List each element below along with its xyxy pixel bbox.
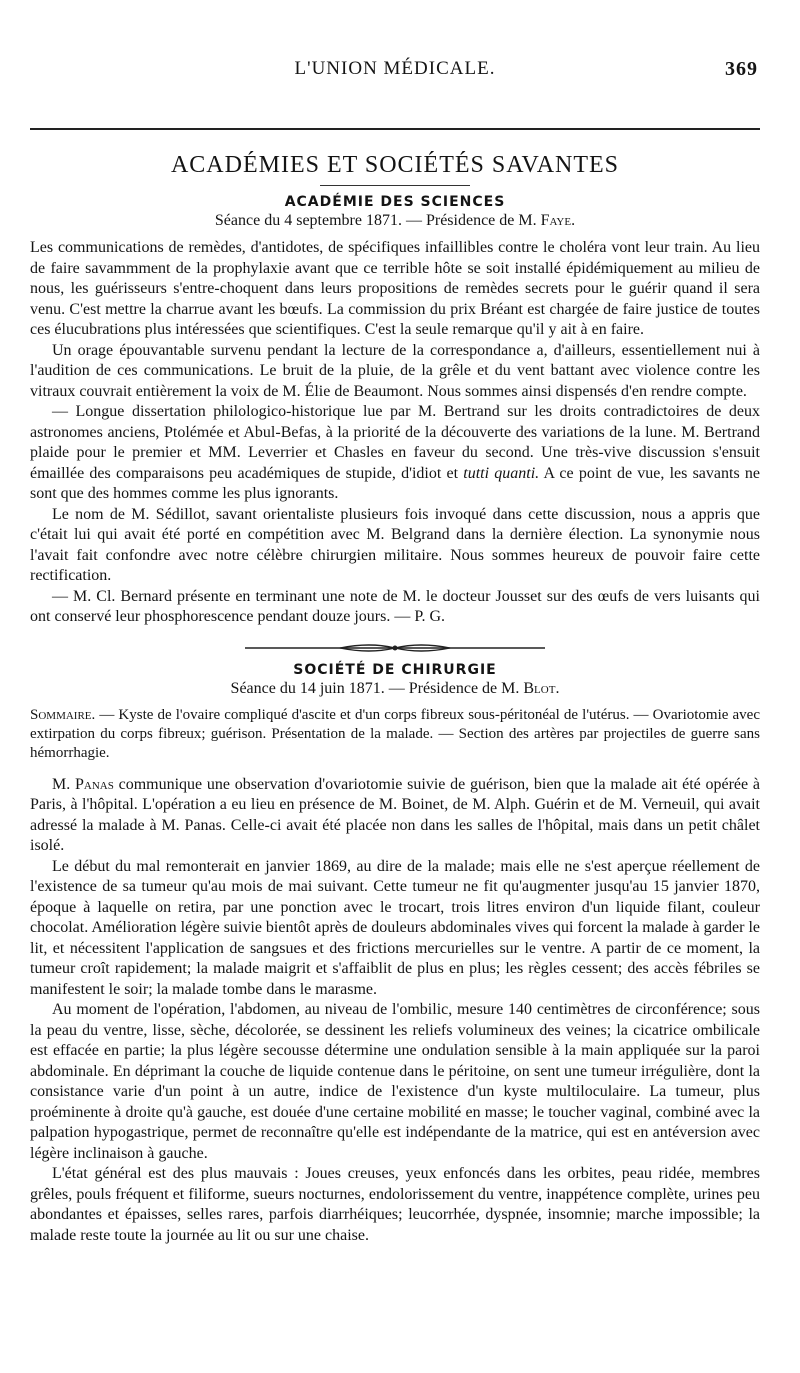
academie-paragraph-4: Le nom de M. Sédillot, savant orientaliste plusieurs fois invoqué dans cette discussion, nous a appris que c'était lui qui avait été porté en compétition avec M. Belgrand dans la dernière élection. La synonymie nous l'avait fait confondre avec notre célèbre chirurgien militaire. Nous sommes heureux de pouvoir faire cette rectification. xyxy=(30,505,760,584)
academie-paragraph-1: Les communications de remèdes, d'antidotes, de spécifiques infaillibles contre le choléra vont leur train. Au lieu de faire savammment de la prophylaxie avant que ce terrible hôte se soit installé épidémiquement au milieu de nous, les guérisseurs s'entre-choquent dans leurs propositions de remèdes secrets pour le guérir quand il sera venu. C'est mettre la charrue avant les bœufs. La commission du prix Bréant est chargée de faire justice de toutes ces élucubrations plus intéressées que scientifiques. C'est la seule remarque qu'il y ait à en faire. xyxy=(30,239,760,338)
title-rule xyxy=(320,185,470,186)
running-head xyxy=(30,48,760,88)
academie-heading: ACADÉMIE DES SCIENCES xyxy=(284,194,506,210)
president-name: Faye xyxy=(540,212,572,229)
chirurgie-heading: SOCIÉTÉ DE CHIRURGIE xyxy=(293,661,497,678)
academie-seance xyxy=(30,212,760,230)
header-rule xyxy=(30,128,760,130)
seance-end: . xyxy=(555,679,560,697)
section-title: ACADÉMIES ET SOCIÉTÉS SAVANTES xyxy=(170,152,620,178)
chirurgie-paragraph-2: Le début du mal remonterait en janvier 1869, au dire de la malade; mais elle ne s'est aperçue réellement de l'existence de sa tumeur qu'au mois de mai suivant. Cette tumeur ne fit qu'augmenter jusqu'au 15 janvier 1870, époque à laquelle on retira, par une ponction avec le trocart, trois litres environ d'un liquide filant, couleur chocolat. Amélioration légère suivie bientôt après de douleurs abdominales vives qui forcent la malade à garder le lit, et nécessitent l'application de sangsues et des frictions mercurielles sur le ventre. A partir de ce moment, la tumeur croît rapidement; la malade maigrit et s'affaiblit de plus en plus; les règles cessent; des accès fébriles se manifestent le soir; la malade tombe dans le marasme. xyxy=(30,857,760,998)
chirurgie-paragraph-1 xyxy=(30,775,760,857)
p1-text: communique une observation d'ovariotomie suivie de guérison, bien que la malade ait été opérée à Paris, à l'hôpital. L'opération a eu lieu en présence de M. Boinet, de M. Alph. Guérin et de M. Verneuil, qui avait adressé la malade à M. Panas. Celle-ci avait été placée non dans les salles de l'hôpital, mais dans un petit châlet isolé. xyxy=(30,775,761,854)
para3-end: A ce point de vue, les savants ne sont que des hommes comme les plus ignorants. xyxy=(30,464,761,502)
author-name: Panas xyxy=(75,775,114,793)
chirurgie-seance xyxy=(30,680,760,698)
running-title: L'UNION MÉDICALE. xyxy=(294,58,496,79)
academie-paragraph-3 xyxy=(30,402,760,505)
page-number: 369 xyxy=(725,58,758,80)
seance-text: Séance du 14 juin 1871. — Présidence de M. xyxy=(230,679,520,697)
para3-text: — Longue dissertation philologico-historique lue par M. Bertrand sur les droits contradictoires de deux astronomes anciens, Ptolémée et Abul-Befas, à la priorité de la découverte des variations de la lune. M. Bertrand plaide pour le premier et MM. Leverrier et Chasles en faveur du second. Une très-vive discussion s'ensuit émaillée des comparaisons peu académiques de stupide, d'idiot et xyxy=(30,403,760,482)
ornamental-divider xyxy=(245,642,545,654)
sommaire-label: Sommaire. xyxy=(30,706,96,723)
seance-end: . xyxy=(571,212,576,229)
academie-paragraph-2: Un orage épouvantable survenu pendant la lecture de la correspondance a, d'ailleurs, essentiellement nui à l'audition de ces communications. Le bruit de la pluie, de la grêle et du vent battant avec violence contre les vitraux couvrait entièrement la voix de M. Élie de Beaumont. Nous sommes ainsi dispensés d'en rendre compte. xyxy=(30,341,760,400)
sommaire-text: — Kyste de l'ovaire compliqué d'ascite et d'un corps fibreux sous-péritonéal de l'utérus. — Ovariotomie avec extirpation du corps fibreux; guérison. Présentation de la malade. — Section des artères par projectiles de guerre sans hémorrhagie. xyxy=(30,706,760,761)
chirurgie-paragraph-4: L'état général est des plus mauvais : Joues creuses, yeux enfoncés dans les orbites, peau ridée, membres grêles, pouls fréquent et filiforme, sueurs nocturnes, endolorissement du ventre, inappétence complète, urines peu abondantes et épaisses, selles rares, parfois diarrhéiques; leucorrhée, dyspnée, insomnie; marche impossible; la malade reste toute la journée au lit ou sur une chaise. xyxy=(30,1165,760,1244)
president-name: Blot xyxy=(523,679,556,697)
italic-phrase: tutti quanti. xyxy=(463,464,540,482)
seance-text: Séance du 4 septembre 1871. — Présidence de M. xyxy=(214,212,537,229)
academie-paragraph-5: — M. Cl. Bernard présente en terminant une note de M. le docteur Jousset sur des œufs de vers luisants qui ont conservé leur phosphorescence pendant douze jours. — P. G. xyxy=(30,587,760,625)
chirurgie-paragraph-3: Au moment de l'opération, l'abdomen, au niveau de l'ombilic, mesure 140 centimètres de circonférence; sous la peau du ventre, lisse, sèche, décolorée, se dessinent les reliefs volumineux des veines; la cicatrice ombilicale est effacée en partie; la plus légère secousse détermine une ondulation sensible à la main appliquée sur la paroi abdominale. En déprimant la couche de liquide contenue dans le péritoine, on sent une tumeur irrégulière, dont la consistance varie d'un point à un autre, indice de l'existence d'un kyste multiloculaire. La tumeur, plus proéminente à droite qu'à gauche, est douée d'une certaine mobilité en masse; le toucher vaginal, combiné avec la palpation hypogastrique, permet de reconnaître qu'elle est indépendante de la matrice, qui est en antéversion avec légère inclinaison à gauche. xyxy=(30,1001,760,1162)
p1-prefix: M. xyxy=(52,775,75,793)
sommaire xyxy=(30,706,760,763)
